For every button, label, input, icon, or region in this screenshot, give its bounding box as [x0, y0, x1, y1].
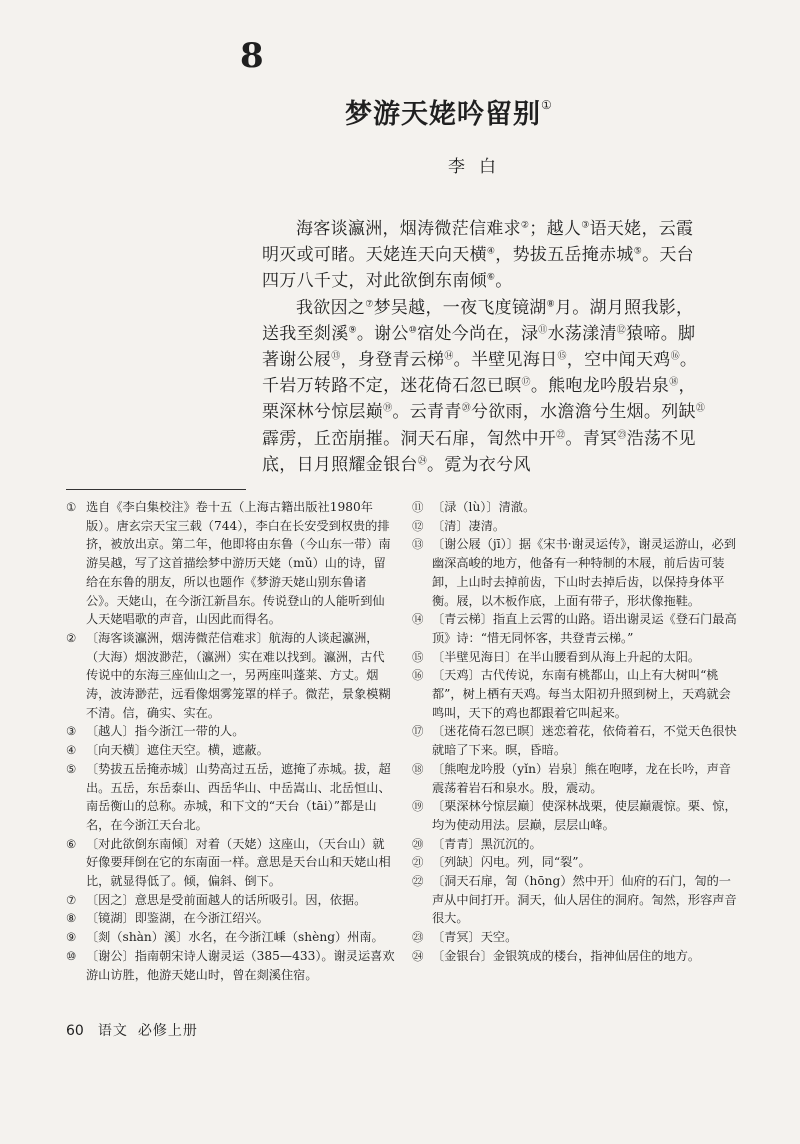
footnotes-right-column — [412, 498, 742, 966]
page-number: 60 — [66, 1023, 84, 1039]
note-mark: ⑥ — [486, 272, 496, 283]
poem-body — [262, 216, 707, 478]
poem-title-text: 梦游天姥吟留别 — [345, 99, 541, 130]
note-mark: ③ — [581, 220, 590, 231]
footnote-number: ⑳ — [412, 836, 424, 851]
footnote-number: ⑮ — [412, 649, 424, 664]
footnote-number: ⑭ — [412, 612, 424, 627]
footnote-text: 〔栗深林兮惊层巅〕使深林战栗，使层巅震惊。栗、惊，均为使动用法。层巅，层层山峰。 — [432, 799, 737, 832]
footnote-item — [412, 797, 742, 834]
footnote-number: ② — [66, 630, 77, 645]
footnote-text: 〔谢公〕指南朝宋诗人谢灵运（385—433）。谢灵运喜欢游山访胜，他游天姥山时，曾在剡溪住宿。 — [86, 948, 395, 982]
volume-name: 必修上册 — [137, 1023, 198, 1039]
note-mark: ㉔ — [417, 456, 428, 467]
note-mark: ⑤ — [633, 246, 643, 257]
footnote-item — [66, 741, 396, 760]
footnote-number: ⑰ — [412, 724, 424, 739]
note-mark: ⑮ — [557, 351, 567, 362]
footnote-number: ① — [66, 500, 77, 514]
footnote-divider — [66, 489, 246, 490]
poem-paragraph-1: 海客谈瀛洲，烟涛微茫信难求②；越人③语天姥，云霞明灭或可睹。天姥连天向天横④，势拔五岳掩赤城⑤。天台四万八千丈，对此欲倒东南倾⑥。 — [262, 219, 694, 292]
footnote-number: ⑱ — [412, 761, 424, 776]
note-mark: ② — [520, 220, 530, 231]
footnote-item — [66, 498, 396, 629]
footnote-number: ㉑ — [412, 855, 424, 870]
footnote-text: 选自《李白集校注》卷十五（上海古籍出版社1980年版）。唐玄宗天宝三载（744），李白在长安受到权贵的排挤，被放出京。第二年，他即将由东鲁（今山东一带）南游吴越，写了这首描绘梦中游历天姥（mǔ）山的诗，留给在东鲁的朋友，所以也题作《梦游天姥山别东鲁诸公》。天姥山，在今浙江新昌东。传说登山的人能听到仙人天姥唱歌的声音，山因此而得名。 — [86, 500, 391, 627]
footnote-number: ⑤ — [66, 761, 77, 776]
footnote-number: ⑩ — [66, 948, 77, 963]
footnote-text: 〔熊咆龙吟殷（yǐn）岩泉〕熊在咆哮，龙在长吟，声音震荡着岩石和泉水。殷，震动。 — [432, 761, 731, 795]
note-mark: ⑲ — [383, 403, 393, 414]
note-mark: ⑦ — [365, 298, 374, 309]
footnote-text: 〔青冥〕天空。 — [432, 930, 518, 945]
footnote-text: 〔青云梯〕指直上云霄的山路。语出谢灵运《登石门最高顶》诗：“惜无同怀客，共登青云梯。” — [432, 612, 737, 645]
note-mark: ㉒ — [556, 429, 566, 440]
note-mark: ⑬ — [331, 351, 341, 362]
footnote-item — [66, 891, 396, 910]
footnote-item — [412, 517, 742, 536]
note-mark: ⑨ — [348, 325, 357, 336]
footnote-item — [412, 648, 742, 667]
footnote-number: ⑧ — [66, 911, 77, 926]
footnote-item — [412, 666, 742, 722]
note-mark: ㉓ — [617, 429, 627, 440]
note-mark: ㉑ — [695, 403, 706, 414]
footnote-item — [66, 722, 396, 741]
footnote-number: ⑬ — [412, 537, 424, 552]
footnote-number: ⑲ — [412, 799, 424, 814]
footnote-number: ⑫ — [412, 518, 424, 533]
footnote-number: ⑨ — [66, 930, 77, 945]
footnote-text: 〔金银台〕金银筑成的楼台，指神仙居住的地方。 — [432, 948, 701, 963]
poem-title — [345, 92, 553, 131]
note-mark: ④ — [486, 246, 496, 257]
footnote-item — [66, 947, 396, 984]
footnote-number: ④ — [66, 743, 77, 758]
footnote-item — [412, 947, 742, 966]
footnote-number: ㉒ — [412, 874, 424, 889]
footnote-item — [412, 498, 742, 517]
footnote-text: 〔迷花倚石忽已暝〕迷恋着花，依倚着石，不觉天色很快就暗了下来。暝，昏暗。 — [432, 724, 737, 758]
footnote-item — [412, 722, 742, 759]
note-mark: ⑰ — [521, 377, 531, 388]
poem-paragraph-2: 我欲因之⑦梦吴越，一夜飞度镜湖⑧月。湖月照我影，送我至剡溪⑨。谢公⑩宿处今尚在，渌⑪水荡漾清⑫猿啼。脚著谢公屐⑬，身登青云梯⑭。半壁见海日⑮，空中闻天鸡⑯。千岩万转路不定，迷花倚石忽已暝⑰。熊咆龙吟殷岩泉⑱，栗深林兮惊层巅⑲。云青青⑳兮欲雨，水澹澹兮生烟。列缺$^㉑$霹雳，丘峦崩摧。洞天石扉，訇然中开$^㉒$。青冥$^㉓$浩荡不见底，日月照耀金银台$^㉔$。霓为衣兮风 — [262, 297, 706, 475]
footnote-item — [412, 853, 742, 872]
footnote-item — [412, 610, 742, 647]
title-note-mark: ① — [541, 98, 553, 112]
footnote-text: 〔清〕凄清。 — [432, 518, 506, 533]
footnote-number: ㉔ — [412, 948, 424, 963]
footnote-number: ③ — [66, 724, 77, 739]
footnote-text: 〔势拔五岳掩赤城〕山势高过五岳，遮掩了赤城。拔，超出。五岳，东岳泰山、西岳华山、中岳嵩山、北岳恒山、南岳衡山的总称。赤城，和下文的“天台（tāi）”都是山名，在今浙江天台北。 — [86, 761, 391, 832]
footnote-item — [66, 928, 396, 947]
footnote-number: ⑪ — [412, 500, 424, 514]
footnote-text: 〔海客谈瀛洲，烟涛微茫信难求〕航海的人谈起瀛洲，（大海）烟波渺茫，（瀛洲）实在难以找到。瀛洲，古代传说中的东海三座仙山之一，另两座叫蓬莱、方丈。烟涛，波涛渺茫，远看像烟雾笼罩的样子。微茫，景象模糊不清。信，确实、实在。 — [86, 630, 391, 720]
page-footer — [66, 1020, 198, 1040]
footnote-text: 〔因之〕意思是受前面越人的话所吸引。因，依据。 — [86, 892, 367, 907]
footnote-text: 〔列缺〕闪电。列，同“裂”。 — [432, 855, 591, 870]
footnote-item — [412, 535, 742, 610]
footnote-number: ⑦ — [66, 892, 77, 907]
footnote-item — [66, 760, 396, 835]
footnote-text: 〔剡（shàn）溪〕水名，在今浙江嵊（shèng）州南。 — [86, 930, 384, 945]
lesson-number: 8 — [240, 36, 265, 76]
footnote-item — [412, 760, 742, 797]
footnotes-left-column — [66, 498, 396, 984]
note-mark: ⑪ — [538, 325, 548, 336]
footnote-text: 〔洞天石扉，訇（hōng）然中开〕仙府的石门，訇的一声从中间打开。洞天，仙人居住的洞府。訇然，形容声音很大。 — [432, 874, 737, 926]
footnote-number: ⑯ — [412, 668, 424, 683]
footnote-number: ⑥ — [66, 836, 77, 851]
footnote-number: ㉓ — [412, 930, 424, 945]
footnote-item — [412, 928, 742, 947]
footnote-item — [66, 909, 396, 928]
footnote-text: 〔半壁见海日〕在半山腰看到从海上升起的太阳。 — [432, 649, 701, 664]
note-mark: ⑧ — [546, 298, 555, 309]
poem-author: 李白 — [448, 157, 510, 177]
footnote-text: 〔渌（lù）〕清澈。 — [432, 500, 536, 514]
footnote-item — [412, 835, 742, 854]
note-mark: ⑱ — [669, 377, 679, 388]
footnote-text: 〔向天横〕遮住天空。横，遮蔽。 — [86, 743, 269, 758]
footnote-text: 〔谢公屐（jī）〕据《宋书·谢灵运传》，谢灵运游山，必到幽深高峻的地方，他备有一种特制的木屐，前后齿可装卸，上山时去掉前齿，下山时去掉后齿，以保持身体平衡。屐，以木板作底，上面有带子，形状像拖鞋。 — [432, 537, 737, 608]
note-mark: ⑯ — [670, 351, 680, 362]
footnote-text: 〔对此欲倒东南倾〕对着（天姥）这座山，（天台山）就好像要拜倒在它的东南面一样。意思是天台山和天姥山相比，就显得低了。倾，偏斜、倒下。 — [86, 836, 391, 889]
footnote-item — [66, 835, 396, 891]
note-mark: ⑩ — [408, 325, 418, 336]
footnote-text: 〔青青〕黑沉沉的。 — [432, 836, 542, 851]
footnote-item — [412, 872, 742, 928]
note-mark: ⑫ — [616, 325, 627, 336]
footnote-text: 〔镜湖〕即鉴湖，在今浙江绍兴。 — [86, 911, 269, 926]
note-mark: ⑳ — [461, 403, 471, 414]
footnote-text: 〔越人〕指今浙江一带的人。 — [86, 724, 245, 739]
note-mark: ⑭ — [444, 351, 454, 362]
book-name: 语文 — [97, 1023, 128, 1039]
footnote-item — [66, 629, 396, 723]
footnote-text: 〔天鸡〕古代传说，东南有桃都山，山上有大树叫“桃都”，树上栖有天鸡。每当太阳初升照到树上，天鸡就会鸣叫，天下的鸡也都跟着它叫起来。 — [432, 668, 731, 720]
